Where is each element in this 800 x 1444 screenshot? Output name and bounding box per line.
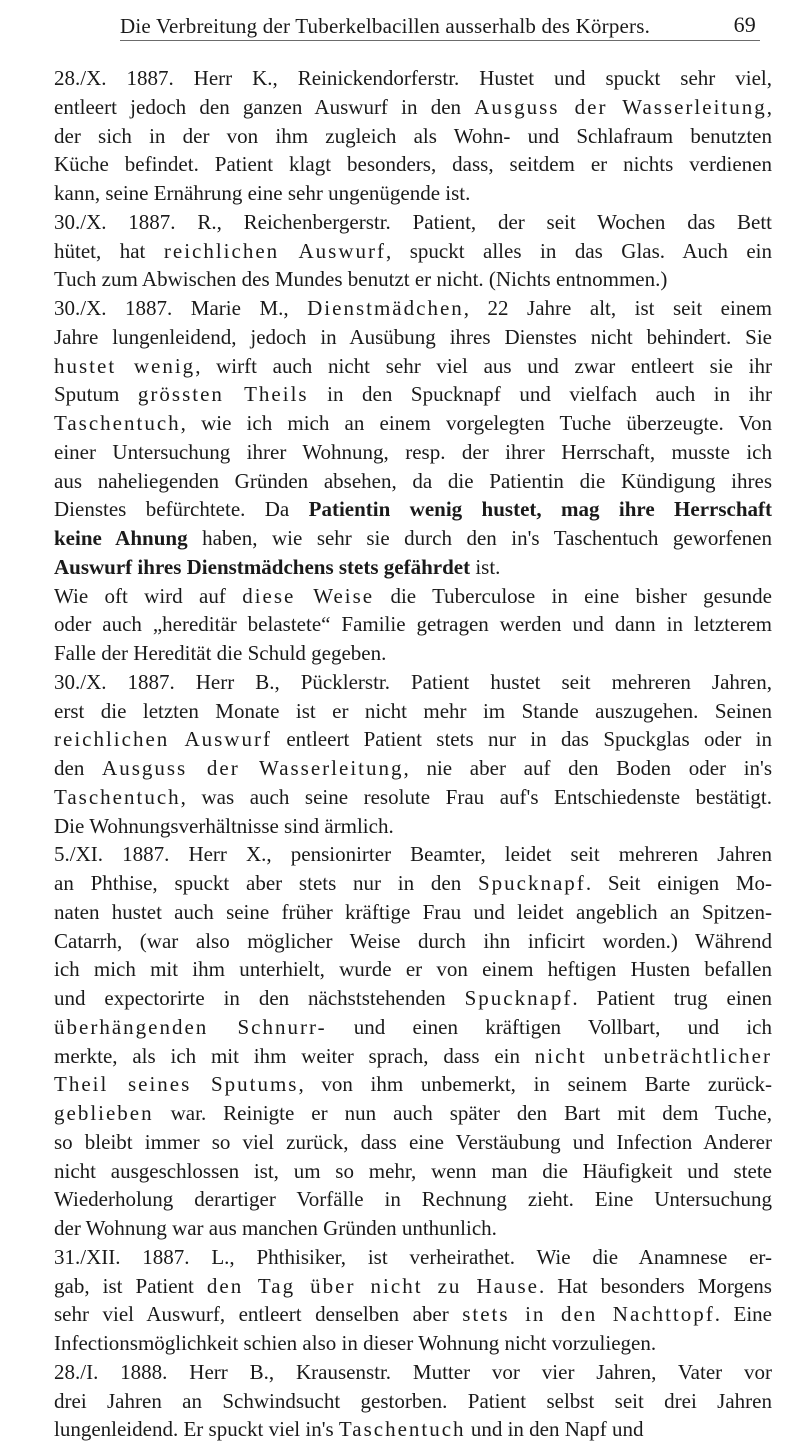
text-line: 5./XI. 1887. Herr X., pensionirter Beamter, leidet seit mehreren Jahren (54, 842, 772, 867)
text-line: aus naheliegenden Gründen absehen, da die Patientin die Kündigung ihres (54, 468, 772, 493)
text-line: merkte, als ich mit ihm weiter sprach, dass ein nicht unbeträchtlicher (54, 1043, 773, 1068)
text-line: Taschentuch, wie ich mich an einem vorgelegten Tuche überzeugte. Von (54, 411, 772, 435)
text-line: Theil seines Sputums, von ihm unbemerkt, in seinem Barte zurück- (54, 1072, 772, 1097)
text-line: entleert jedoch den ganzen Auswurf in den Ausguss der Wasserleitung, (54, 94, 772, 119)
running-title: Die Verbreitung der Tuberkelbacillen ausserhalb des Körpers. (120, 14, 651, 38)
text-line: so bleibt immer so viel zurück, dass eine Verstäubung und Infection Anderer (54, 1129, 772, 1154)
case-paragraph (30, 1358, 772, 1444)
text-line: hütet, hat reichlichen Auswurf, spuckt alles in das Glas. Auch ein (54, 238, 772, 263)
text-line: 28./X. 1887. Herr K., Reinickendorferstr. Hustet und spuckt sehr viel, (54, 66, 772, 90)
text-line: erst die letzten Monate ist er nicht mehr im Stande auszugehen. Seinen (54, 698, 772, 723)
text-line: geblieben war. Reinigte er nun auch später den Bart mit dem Tuche, (54, 1101, 772, 1125)
text-line: einer Untersuchung ihrer Wohnung, resp. der ihrer Herrschaft, musste ich (54, 439, 772, 464)
text-line: Tuch zum Abwischen des Mundes benutzt er nicht. (Nichts entnommen.) (54, 267, 668, 292)
text-line: Jahre lungenleidend, jedoch in Ausübung ihres Dienstes nicht behindert. Sie (54, 324, 772, 349)
case-paragraph (30, 1243, 772, 1358)
text-line: Wie oft wird auf diese Weise die Tuberculose in eine bisher gesunde (54, 583, 772, 608)
text-line: 30./X. 1887. R., Reichenbergerstr. Patient, der seit Wochen das Bett (54, 209, 772, 234)
text-line: oder auch „hereditär belastete“ Familie getragen werden und dann in letzterem (54, 612, 772, 637)
case-paragraph (30, 208, 772, 294)
text-line: 28./I. 1888. Herr B., Krausenstr. Mutter vor vier Jahren, Vater vor (54, 1359, 772, 1384)
text-line: Catarrh, (war also möglicher Weise durch ihn inficirt worden.) Während (54, 928, 772, 953)
text-line: ich mich mit ihm unterhielt, wurde er von einem heftigen Husten befallen (54, 957, 772, 982)
text-line: drei Jahren an Schwindsucht gestorben. Patient selbst seit drei Jahren (54, 1388, 772, 1413)
text-line: gab, ist Patient den Tag über nicht zu Hause. Hat besonders Morgens (54, 1273, 772, 1298)
case-paragraph (30, 668, 772, 841)
text-line: 30./X. 1887. Herr B., Pücklerstr. Patient hustet seit mehreren Jahren, (54, 669, 772, 694)
text-line: naten hustet auch seine früher kräftige Frau und leidet angeblich an Spitzen- (54, 899, 772, 924)
text-line: Falle der Heredität die Schuld gegeben. (54, 641, 387, 665)
text-line: Küche befindet. Patient klagt besonders, dass, seitdem er nichts verdienen (54, 152, 772, 177)
text-line: an Phthise, spuckt aber stets nur in den Spucknapf. Seit einigen Mo- (54, 871, 773, 895)
text-line: 30./X. 1887. Marie M., Dienstmädchen, 22 Jahre alt, ist seit einem (54, 296, 772, 320)
case-paragraph (30, 294, 772, 582)
text-line: überhängenden Schnurr- und einen kräftigen Vollbart, und ich (54, 1014, 772, 1039)
text-line: nicht ausgeschlossen ist, um so mehr, wenn man die Häufigkeit und stete (54, 1158, 772, 1183)
text-line: Wiederholung derartiger Vorfälle in Rechnung zieht. Eine Untersuchung (54, 1187, 772, 1212)
text-line: keine Ahnung haben, wie sehr sie durch den in's Taschentuch geworfenen (54, 526, 773, 550)
body-text (30, 64, 772, 1444)
case-paragraph (30, 64, 772, 208)
text-line: hustet wenig, wirft auch nicht sehr viel aus und zwar entleert sie ihr (54, 353, 772, 378)
text-line: der sich in der von ihm zugleich als Wohn- und Schlafraum benutzten (54, 123, 772, 148)
text-line: kann, seine Ernährung eine sehr ungenügende ist. (54, 181, 471, 205)
case-paragraph (30, 840, 772, 1243)
text-line: sehr viel Auswurf, entleert denselben aber stets in den Nachttopf. Eine (54, 1302, 773, 1327)
text-line: reichlichen Auswurf entleert Patient stets nur in das Spuckglas oder in (54, 727, 772, 752)
commentary-paragraph (30, 582, 772, 668)
text-line: 31./XII. 1887. L., Phthisiker, ist verheirathet. Wie die Anamnese er- (54, 1244, 772, 1269)
running-head (120, 10, 760, 41)
text-line: Auswurf ihres Dienstmädchens stets gefährdet ist. (54, 554, 501, 579)
text-line: Die Wohnungsverhältnisse sind ärmlich. (54, 813, 394, 838)
text-line: Sputum grössten Theils in den Spucknapf und vielfach auch in ihr (54, 382, 772, 407)
text-line: lungenleidend. Er spuckt viel in's Taschentuch und in den Napf und (54, 1417, 644, 1442)
text-line: Dienstes befürchtete. Da Patientin wenig hustet, mag ihre Herrschaft (54, 497, 772, 522)
page-number: 69 (733, 12, 756, 37)
text-line: Taschentuch, was auch seine resolute Frau auf's Entschiedenste bestätigt. (54, 784, 772, 809)
text-line: der Wohnung war aus manchen Gründen unthunlich. (54, 1216, 497, 1240)
text-line: den Ausguss der Wasserleitung, nie aber auf den Boden oder in's (54, 756, 773, 780)
text-line: Infectionsmöglichkeit schien also in dieser Wohnung nicht vorzuliegen. (54, 1331, 657, 1355)
text-line: und expectorirte in den nächststehenden Spucknapf. Patient trug einen (54, 986, 772, 1010)
